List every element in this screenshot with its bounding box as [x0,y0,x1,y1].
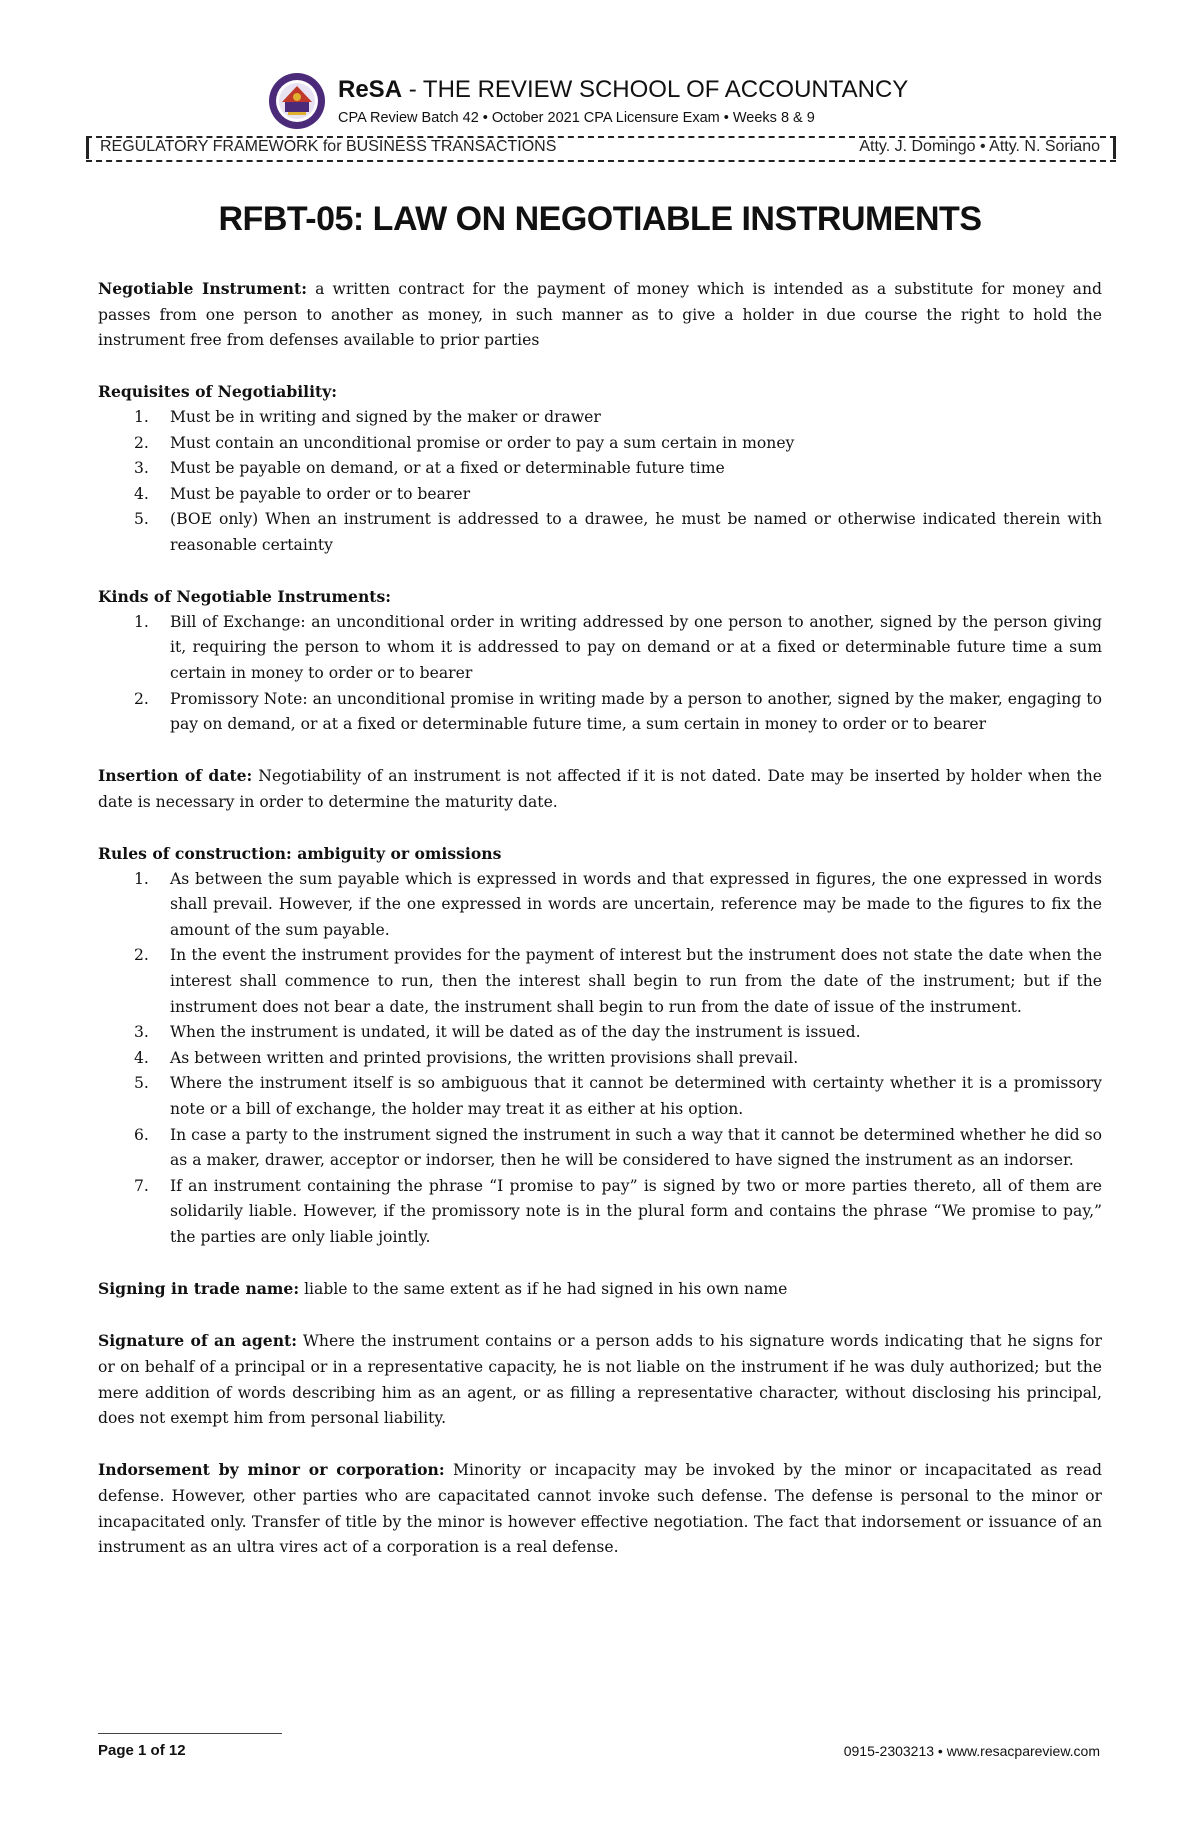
header-left-bar [86,137,89,159]
insertion-of-date [98,763,1102,815]
list-item: 1. As between the sum payable which is expressed in words and that expressed in figures, the one expressed in words shall prevail. However, if the one expressed in words are uncertain, reference may be made to the figures to fix the amount of the sum payable. [134,869,1102,939]
list-item-text: Must be payable to order or to bearer [170,484,471,503]
resa-seal-logo-icon [268,72,326,130]
term-label: Signature of an agent: [98,1331,298,1351]
list-item: 7. If an instrument containing the phrase “I promise to pay” is signed by two or more parties thereto, all of them are solidarily liable. However, if the promissory note is in the plural form and contains the phrase “We promise to pay,” the parties are only liable jointly. [134,1176,1102,1246]
school-tagline: - THE REVIEW SCHOOL OF ACCOUNTANCY [402,76,909,103]
list-item: 3. When the instrument is undated, it will be dated as of the day the instrument is issued. [134,1023,861,1042]
list-item: 2. In the event the instrument provides for the payment of interest but the instrument does not state the date when the interest shall commence to run, then the interest shall begin to run from the date of the instrument; but if the instrument does not bear a date, the instrument shall begin to run from the date of issue of the instrument. [134,946,1102,1016]
page-number: Page 1 of 12 [98,1742,186,1759]
main-content [98,276,1102,1586]
list-item-text: When the instrument is undated, it will be dated as of the day the instrument is issued. [170,1023,861,1042]
list-item: 5. (BOE only) When an instrument is addressed to a drawee, he must be named or otherwise indicated therein with reasonable certainty [134,510,1102,554]
school-name [338,76,908,104]
kinds-list [98,610,1102,738]
header-bottom-rule [86,160,1116,162]
footer-contact: 0915-2303213 • www.resacpareview.com [843,1743,1100,1759]
list-item: 3. Must be payable on demand, or at a fixed or determinable future time [134,459,725,478]
footer-rule [98,1733,282,1734]
kinds-heading: Kinds of Negotiable Instruments: [98,587,392,607]
list-item: 2. Promissory Note: an unconditional promise in writing made by a person to another, signed by the maker, engaging to pay on demand, or at a fixed or determinable future time, a sum certain in money to order or to bearer [134,689,1102,734]
requisites-list [98,405,1102,559]
list-item: 4. Must be payable to order or to bearer [134,484,471,503]
page-title: RFBT-05: LAW ON NEGOTIABLE INSTRUMENTS [218,200,982,238]
term-text: Minority or incapacity may be invoked by the minor or incapacitated as read defense. However, other parties who are capacitated cannot invoke such defense. The defense is personal to the minor or incapacitated only. Transfer of title by the minor is however effective negotiation. The fact that indorsement or issuance of an instrument as an ultra vires act of a corporation is a real defense. [98,1461,1102,1557]
list-item-text: In the event the instrument provides for the payment of interest but the instrument does not state the date when the interest shall commence to run, then the interest shall begin to run from the date of the instrument; but if the instrument does not bear a date, the instrument shall begin to run from the date of issue of the instrument. [170,946,1102,1016]
authors: Atty. J. Domingo • Atty. N. Soriano [859,138,1100,155]
list-item-text: Must be payable on demand, or at a fixed or determinable future time [170,459,725,478]
list-item-text: Bill of Exchange: an unconditional order in writing addressed by one person to another, signed by the person giving it, requiring the person to whom it is addressed to pay on demand or at a fixed or determinable future time a sum certain in money to order or to bearer [170,612,1102,682]
list-item: 6. In case a party to the instrument signed the instrument in such a way that it cannot be determined whether he did so as a maker, drawer, acceptor or indorser, then he will be considered to have signed the instrument as an indorser. [134,1125,1102,1170]
term-label: Insertion of date: [98,766,253,786]
signing-in-trade-name [98,1276,1102,1303]
header-right-bar [1113,137,1116,159]
list-item: 1. Must be in writing and signed by the maker or drawer [134,407,601,426]
signature-of-agent [98,1328,1102,1431]
rules-list [98,867,1102,1251]
rules-heading: Rules of construction: ambiguity or omissions [98,844,502,864]
list-item: 5. Where the instrument itself is so ambiguous that it cannot be determined with certainty whether it is a promissory note or a bill of exchange, the holder may treat it as either at his option. [134,1074,1102,1118]
list-item-text: In case a party to the instrument signed the instrument in such a way that it cannot be determined whether he did so as a maker, drawer, acceptor or indorser, then he will be considered to have signed the instrument as an indorser. [170,1125,1102,1170]
list-item: 1. Bill of Exchange: an unconditional order in writing addressed by one person to another, signed by the person giving it, requiring the person to whom it is addressed to pay on demand or at a fixed or determinable future time a sum certain in money to order or to bearer [134,612,1102,682]
requisites-heading: Requisites of Negotiability: [98,382,338,402]
list-item-text: Where the instrument itself is so ambiguous that it cannot be determined with certainty whether it is a promissory note or a bill of exchange, the holder may treat it as either at his option. [170,1074,1102,1118]
school-abbrev: ReSA [338,76,403,103]
list-item: 4. As between written and printed provisions, the written provisions shall prevail. [134,1048,799,1067]
term-text: a written contract for the payment of money which is intended as a substitute for money and passes from one person to another as money, in such manner as to give a holder in due course the right to hold the instrument free from defenses available to prior parties [98,280,1102,350]
term-label: Signing in trade name: [98,1279,300,1299]
term-label: Negotiable Instrument: [98,279,307,298]
list-item-text: As between written and printed provisions, the written provisions shall prevail. [170,1048,799,1067]
subject-title: REGULATORY FRAMEWORK for BUSINESS TRANSACTIONS [100,138,557,155]
term-text: liable to the same extent as if he had signed in his own name [299,1280,788,1299]
list-item-text: Promissory Note: an unconditional promise in writing made by a person to another, signed by the maker, engaging to pay on demand, or at a fixed or determinable future time, a sum certain in money to order or to bearer [170,689,1102,734]
indorsement-by-minor [98,1457,1102,1560]
list-item-text: Must contain an unconditional promise or order to pay a sum certain in money [170,433,795,452]
term-text: Negotiability of an instrument is not affected if it is not dated. Date may be inserted by holder when the date is necessary in order to determine the maturity date. [98,767,1102,811]
term-label: Indorsement by minor or corporation: [98,1460,445,1480]
list-item-text: As between the sum payable which is expressed in words and that expressed in figures, the one expressed in words shall prevail. However, if the one expressed in words are uncertain, reference may be made to the figures to fix the amount of the sum payable. [170,869,1102,939]
list-item-text: Must be in writing and signed by the maker or drawer [170,407,601,426]
list-item: 2. Must contain an unconditional promise or order to pay a sum certain in money [134,433,795,452]
term-text: Where the instrument contains or a person adds to his signature words indicating that he signs for or on behalf of a principal or in a representative capacity, he is not liable on the instrument if he was duly authorized; but the mere addition of words describing him as an agent, or as filling a representative character, without disclosing his principal, does not exempt him from personal liability. [98,1332,1102,1428]
negotiable-instrument-definition [98,276,1102,354]
batch-line: CPA Review Batch 42 • October 2021 CPA Licensure Exam • Weeks 8 & 9 [338,110,815,126]
list-item-text: (BOE only) When an instrument is addressed to a drawee, he must be named or otherwise indicated therein with reasonable certainty [170,510,1102,554]
list-item-text: If an instrument containing the phrase “I promise to pay” is signed by two or more parties thereto, all of them are solidarily liable. However, if the promissory note is in the plural form and contains the phrase “We promise to pay,” the parties are only liable jointly. [170,1176,1102,1246]
